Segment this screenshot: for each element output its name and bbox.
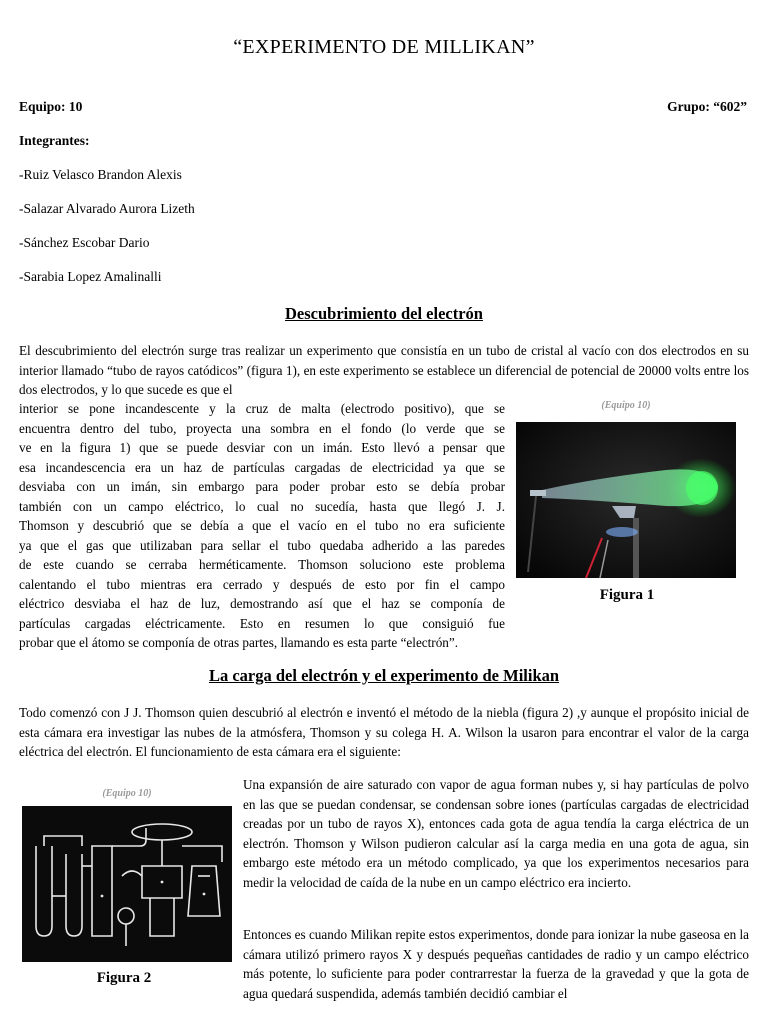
text-line: Thomson y descubrió que se debía a que el vacío en el tubo no era suficiente [19, 518, 505, 533]
text-line: esa incandescencia era un haz de partículas cargadas de electricidad ya que se [19, 459, 505, 475]
member-item: -Sarabia Lopez Amalinalli [19, 269, 162, 284]
team-label: Equipo: 10 [19, 99, 83, 114]
members-heading: Integrantes: [19, 133, 90, 148]
section2-intro: Todo comenzó con J J. Thomson quien descubrió al electrón e inventó el método de la niebla (figura 2) ,y aunque el propósito inicial de esta cámara era investigar las nubes de la atmósfera, Thomson y su colega H. A. Wilson la usaron para encontrar el valor de la carga eléctrica del electrón. El funcionamiento de esta cámara era el siguiente: [19, 705, 749, 759]
member-item: -Sánchez Escobar Dario [19, 235, 150, 250]
text-line: ya que el gas que utilizaban para sellar el tubo quedaba adherido a las paredes [19, 537, 505, 553]
figure1-caption: Figura 1 [599, 587, 655, 603]
section1-last-line: probar que el átomo se componía de otras partes, llamando es esta parte “electrón”. [19, 635, 459, 650]
figure2-top-caption: (Equipo 10) [102, 788, 152, 799]
section2-para-right-1: Una expansión de aire saturado con vapor de agua forman nubes y, si hay partículas de polvo en las que se puedan condensar, se condensan sobre iones (partículas cargadas de electricidad creadas por un tubo de rayos X), entonces cada gota de agua tendía la carga eléctrica de un electrón. Thomson y Wilson pudieron calcular así la carga media en una gota de agua, sin embargo este método era un método complicado, ya que los experimentos necesarios para medir la velocidad de caída de la nube en un campo eléctrico era incierto. [243, 777, 749, 890]
text-line: de este cuando se cerraba herméticamente. Thomson soluciono este problema [19, 557, 505, 572]
text-line: interior se pone incandescente y la cruz de malta (electrodo positivo), que se [19, 401, 505, 416]
text-line: calentando el tubo mientras era cerrado y después de esto por fin el campo [19, 576, 505, 592]
cathode-tube-illustration [516, 422, 736, 578]
text-line: encuentra dentro del tubo, proyecta una sombra en el fondo (lo verde que se [19, 420, 505, 436]
text-line: también con un campo eléctrico, lo cual no sucedía, hasta que llegó J. J. [19, 498, 505, 514]
member-item: -Salazar Alvarado Aurora Lizeth [19, 201, 195, 216]
figure1-cathode-tube-photo [516, 422, 736, 578]
figure2-cloud-chamber-diagram [22, 806, 232, 962]
section1-intro: El descubrimiento del electrón surge tras realizar un experimento que consistía en un tubo de cristal al vacío con dos electrodos en su interior llamado “tubo de rayos catódicos” (figura 1), en este experimento se establece un diferencial de potencial de 20000 volts entre los dos electrodos, y lo que sucede es que el [19, 343, 749, 397]
group-label: Grupo: “602” [667, 99, 747, 114]
figure2-caption: Figura 2 [96, 970, 152, 986]
document-title: “EXPERIMENTO DE MILLIKAN” [233, 36, 535, 58]
text-line: eléctrico desviaba el haz de luz, demostrando así que el haz se componía de [19, 596, 505, 611]
text-line: desviaba con un imán, sin embargo para poder probar esto se debía probar [19, 479, 505, 494]
member-item: -Ruiz Velasco Brandon Alexis [19, 167, 182, 182]
section1-wrap-text [19, 399, 505, 633]
section-heading-electron-charge: La carga del electrón y el experimento de Milikan [208, 666, 560, 685]
text-line: ve en la figura 1) que se puede desviar con un imán. Esto llevó a pensar que [19, 440, 505, 455]
section-heading-discovery: Descubrimiento del electrón [285, 304, 483, 323]
figure1-top-caption: (Equipo 10) [601, 400, 651, 411]
section2-para-right-2: Entonces es cuando Milikan repite estos experimentos, donde para ionizar la nube gaseosa en la cámara utilizó primero rayos X y después pequeñas cantidades de radio y un campo eléctrico más potente, lo suficiente para poder contrarrestar la fuerza de la gravedad y que la gota de agua quedará suspendida, además también decidió cambiar el [243, 927, 749, 1001]
cloud-chamber-illustration [22, 806, 232, 962]
text-line: partículas cargadas eléctricamente. Esto en resumen lo que consiguió fue [19, 615, 505, 631]
